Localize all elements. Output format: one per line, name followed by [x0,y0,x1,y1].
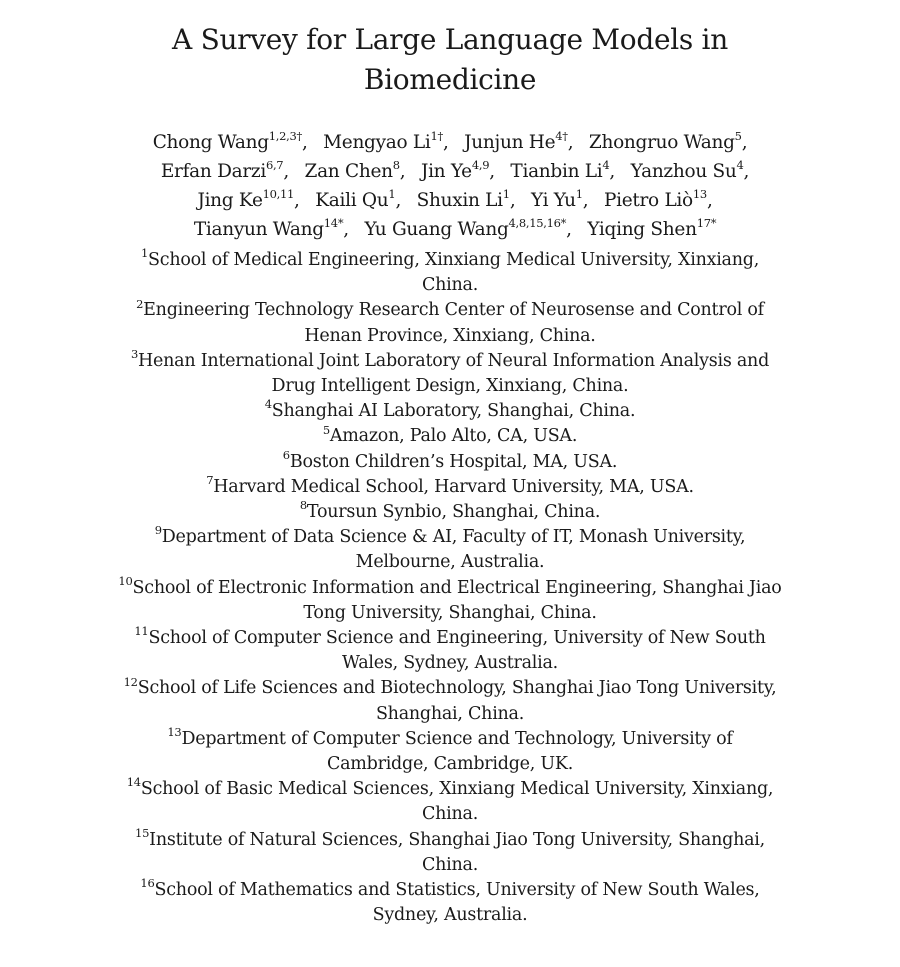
affiliation-number: 4 [264,397,272,412]
affiliation-text: School of Electronic Information and Electrical Engineering, Shanghai Jiao Tong University, Shanghai, China. [132,577,782,623]
author-name: Zan Chen [304,161,393,182]
author-name: Zhongruo Wang [588,132,735,153]
affiliation-text: Boston Children’s Hospital, MA, USA. [289,451,618,472]
affiliation-number: 12 [123,674,138,689]
affiliation-number: 11 [134,624,149,639]
affiliation-text: Toursun Synbio, Shanghai, China. [306,502,601,523]
affiliation-number: 3 [130,346,139,361]
author-name: Pietro Liò [603,190,693,211]
author-name: Erfan Darzi [160,161,266,182]
affiliation-text: Amazon, Palo Alto, CA, USA. [329,426,578,447]
affiliation [115,525,785,575]
affiliation [115,298,785,348]
author: Erfan Darzi$^{6,7}$, [160,157,289,182]
author-marks: 5 [734,128,742,143]
affiliation-number: 13 [167,725,182,740]
author: Yi Yu$^1$, [531,186,589,211]
affiliation-text: Department of Data Science & AI, Faculty of IT, Monash University, Melbourne, Australia. [161,527,746,573]
affiliation-number: 8 [299,498,307,513]
author: Kaili Qu$^1$, [315,186,402,211]
affiliation [115,777,785,827]
author-name: Yanzhou Su [630,161,737,182]
affiliation [115,424,785,449]
affiliation-number: 16 [140,876,155,891]
author-name: Jing Ke [197,190,263,211]
author-name: Yiqing Shen [587,219,697,240]
author-marks: 1 [575,186,583,201]
affiliation-list [115,248,785,928]
affiliation-text: School of Medical Engineering, Xinxiang Medical University, Xinxiang, China. [148,250,760,296]
author: Yanzhou Su$^4$, [630,157,750,182]
author-list [110,128,790,244]
author-marks: 10,11 [262,186,295,201]
affiliation [115,346,785,399]
author: Tianbin Li$^4$, [510,157,616,182]
affiliation-text: Department of Computer Science and Technology, University of Cambridge, Cambridge, UK. [181,728,733,775]
author-marks: 13 [692,186,707,201]
affiliation-number: 1 [140,246,149,261]
affiliation-text: Shanghai AI Laboratory, Shanghai, China. [271,401,636,422]
author: Junjun $He^{4\dagger}$, [464,128,574,153]
author-name: Yu Guang Wang [364,219,509,240]
author-marks: 6,7 [265,157,284,172]
author: Mengyao $Li^{1\dagger}$, [323,128,449,153]
affiliation [115,626,785,676]
author-name: Mengyao Li [323,132,431,153]
affiliation-number: 10 [118,573,133,588]
affiliation [115,878,785,928]
author-marks: 4 [602,157,610,172]
affiliation-number: 5 [322,422,330,437]
affiliation [115,248,785,298]
affiliation [115,825,785,878]
author-marks: 4,8,15,16* [508,215,567,230]
affiliation-text: School of Life Sciences and Biotechnology, Shanghai Jiao Tong University, Shanghai, China. [137,678,777,724]
author-marks: 4† [555,128,568,143]
author-name: Kaili Qu [315,190,389,211]
author-marks: 8 [392,157,400,172]
affiliation-text: School of Basic Medical Sciences, Xinxiang Medical University, Xinxiang, China. [140,779,774,825]
affiliation-text: Engineering Technology Research Center of Neurosense and Control of Henan Province, Xinxiang, China. [143,300,764,346]
author-name: Junjun He [464,132,556,153]
author-marks: 4 [736,157,744,172]
affiliation [115,727,785,777]
affiliation [115,475,785,500]
author-name: Chong Wang [152,132,269,153]
affiliation-text: School of Mathematics and Statistics, University of New South Wales, Sydney, Australia. [154,880,760,926]
author: Yu Guang Wang$^{4,8,15,16*}$, [364,215,572,240]
author-marks: 4,9 [471,157,490,172]
author-name: Tianbin Li [510,161,603,182]
affiliation-text: Henan International Joint Laboratory of Neural Information Analysis and Drug Intelligent Design, Xinxiang, China. [138,350,770,397]
affiliation-number: 7 [206,473,214,487]
affiliation [115,573,785,626]
author: Shuxin Li$^1$, [416,186,516,211]
affiliation-number: 2 [136,296,144,311]
affiliation-text: School of Computer Science and Engineering, University of New South Wales, Sydney, Australia. [148,628,766,674]
author: Zhongruo Wang$^5$, [588,128,748,153]
author-marks: 1 [502,186,510,201]
paper-title: A Survey for Large Language Models in Biomedicine [172,23,728,96]
author: Tianyun Wang$^{14*}$, [193,215,349,240]
author: Zan Chen$^8$, [304,157,406,182]
author: Jin Ye$^{4,9}$, [420,157,495,182]
author-name: Jin Ye [420,161,472,182]
author: Jing Ke$^{10,11}$, [197,186,300,211]
affiliation-text: Institute of Natural Sciences, Shanghai Jiao Tong University, Shanghai, China. [149,829,765,875]
affiliation [115,399,785,424]
affiliation-number: 9 [154,523,162,538]
affiliation-number: 6 [282,447,290,462]
author-marks: 14* [323,215,344,230]
affiliation-number: 15 [135,825,150,840]
author: Pietro Liò$^{13}$, [603,186,713,211]
affiliation-number: 14 [126,775,141,790]
author-marks: 1,2,3† [268,128,302,143]
author-marks: 17* [696,215,717,230]
author-name: Tianyun Wang [193,219,324,240]
affiliation [115,500,785,525]
author-marks: 1† [430,128,443,143]
author-name: Shuxin Li [416,190,503,211]
affiliation-text: Harvard Medical School, Harvard University, MA, USA. [213,476,694,497]
affiliation [115,676,785,726]
affiliation [115,447,785,475]
author [587,215,717,240]
author: Chong Wang$^{1,2,3\dagger}$, [152,128,308,153]
author-name: Yi Yu [531,190,576,211]
author-marks: 1 [388,186,396,201]
